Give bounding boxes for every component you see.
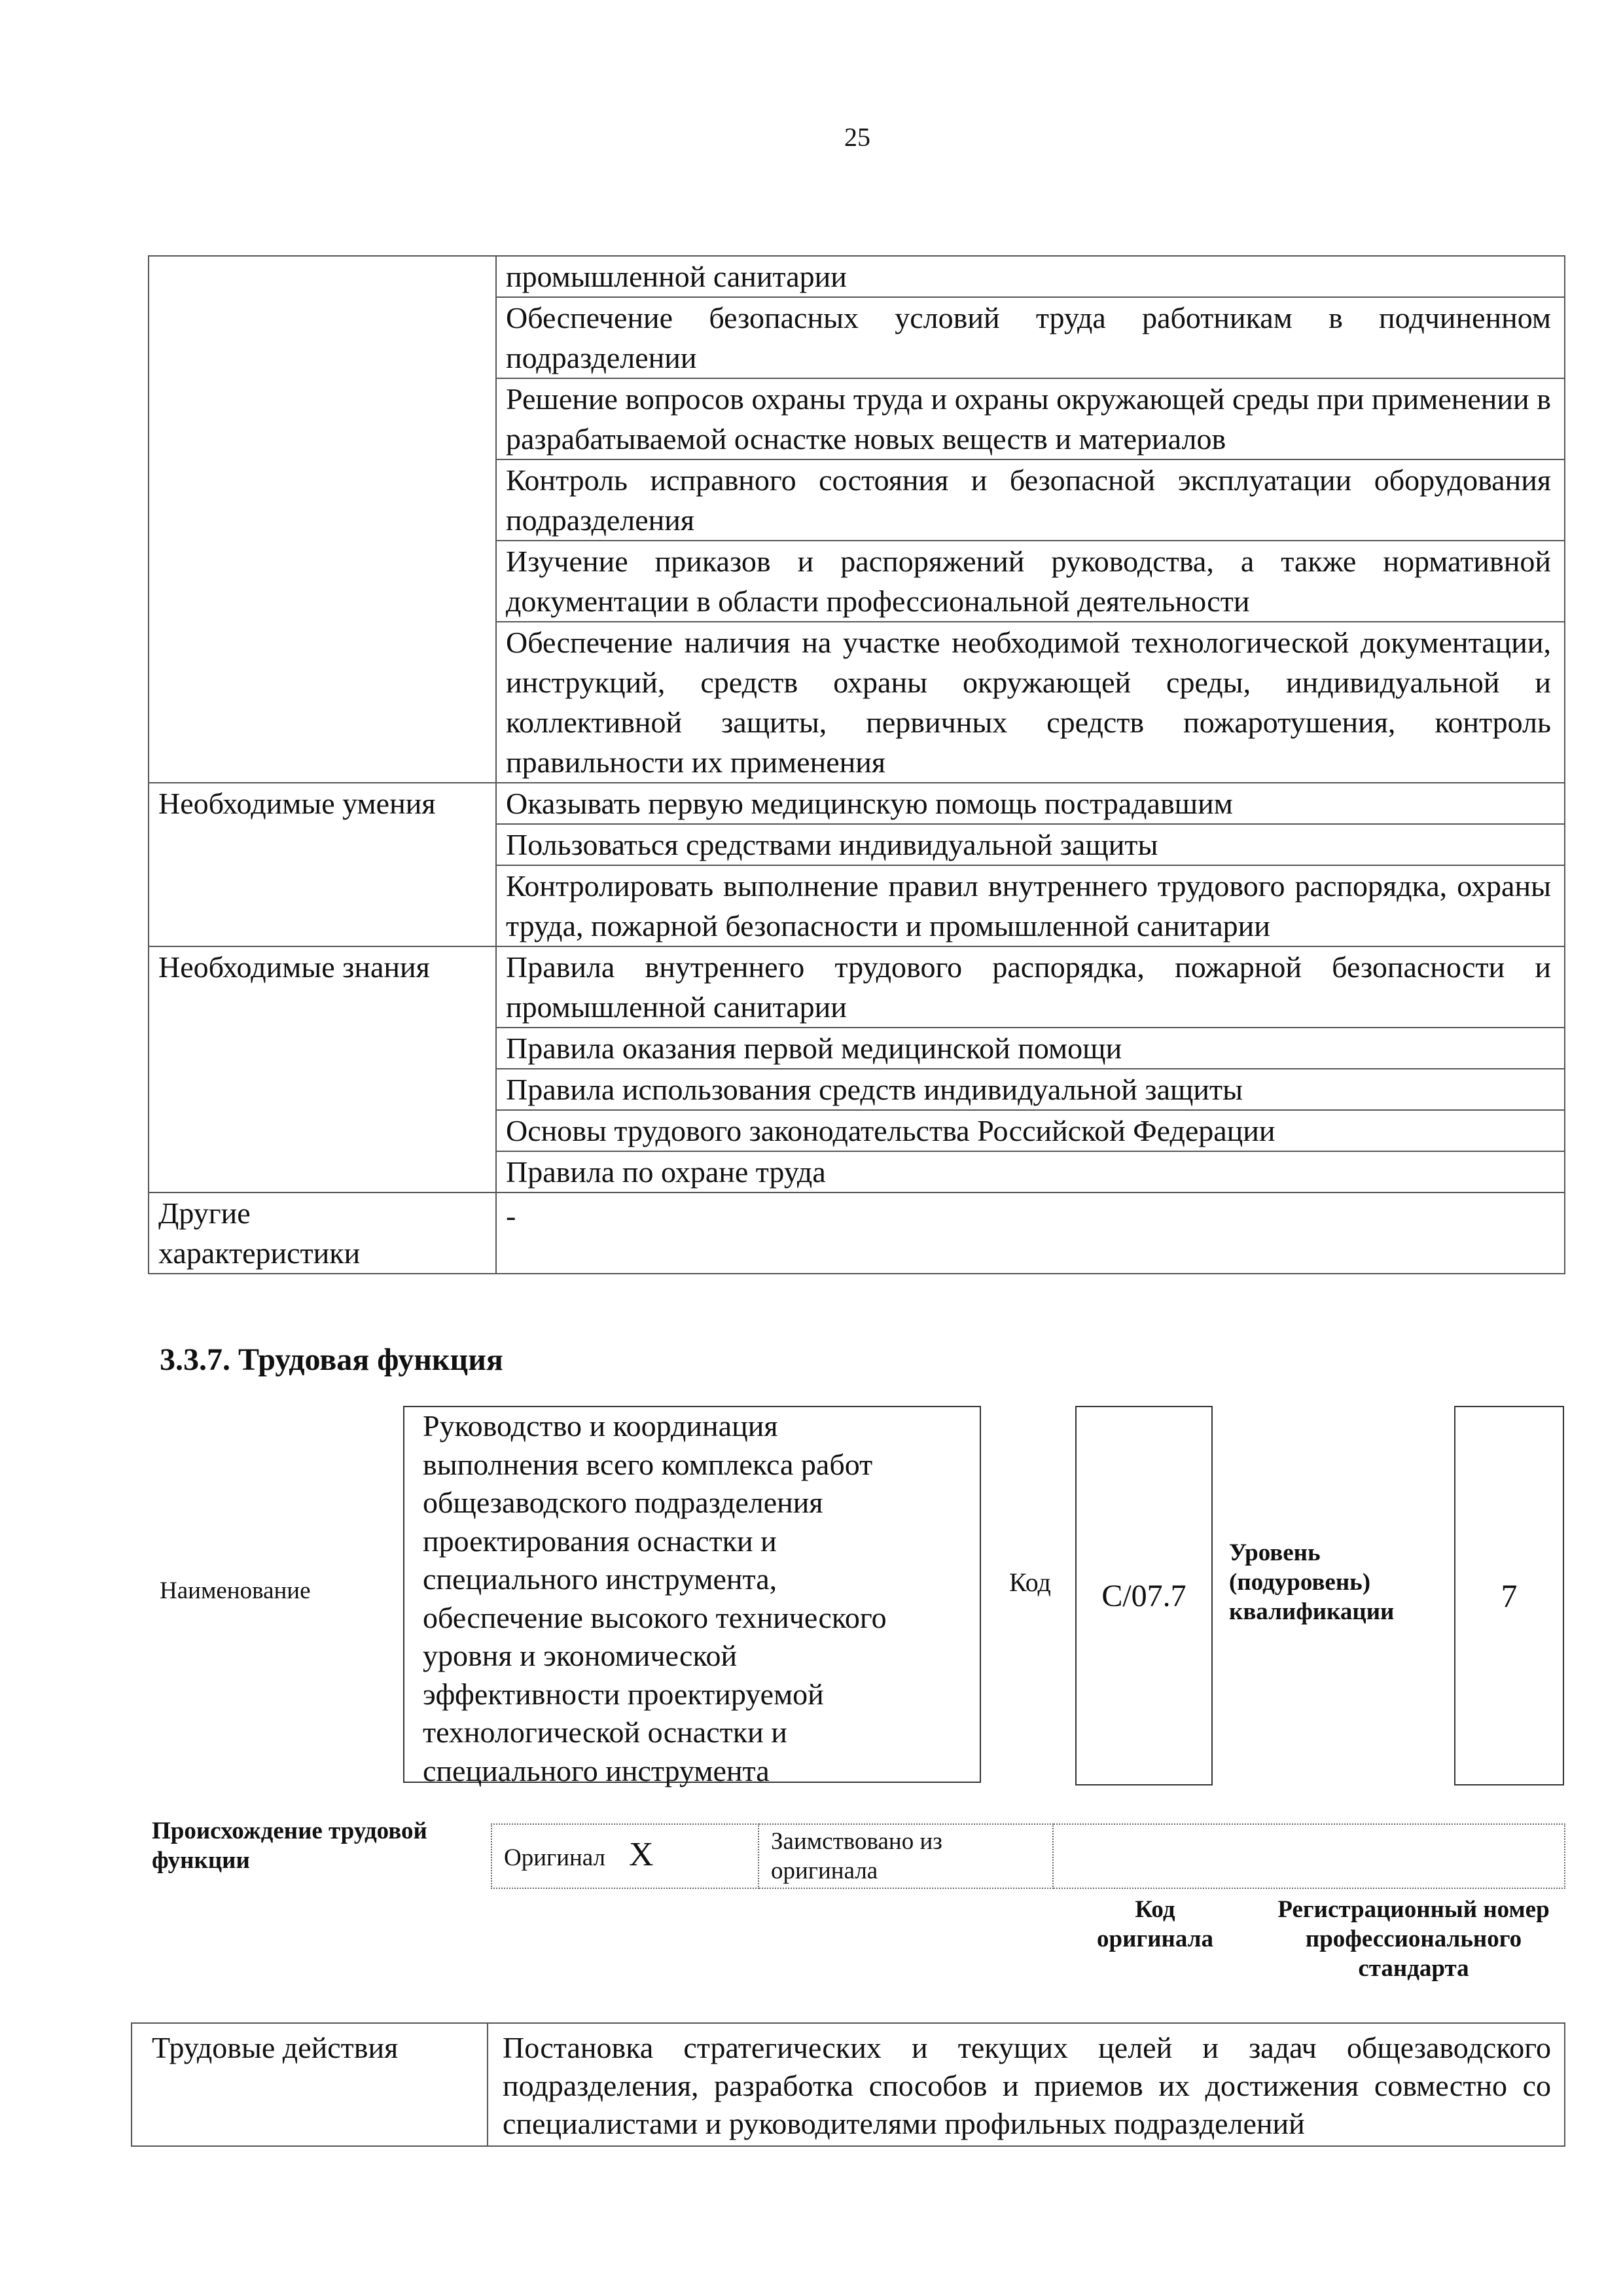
caption-line: оригинала (1097, 1926, 1213, 1952)
labor-actions-label: Трудовые действия (132, 2023, 488, 2146)
level-label-line: (подуровень) (1229, 1569, 1371, 1596)
function-name-line: общезаводского подразделения (423, 1486, 823, 1519)
function-name-line: специального инструмента (423, 1753, 770, 1787)
origin-label-line: Происхождение трудовой (152, 1818, 427, 1844)
continuation-row: промышленной санитарии (496, 256, 1565, 297)
origin-table (491, 1823, 1565, 1889)
code-value: С/07.7 (1101, 1578, 1186, 1613)
labor-actions-value: Постановка стратегических и текущих целей и задач общезаводского подразделения, разработка способов и приемов их достижения совместно со специалистами и руководителями профильных подразделений (488, 2023, 1565, 2146)
skill-item: Пользоваться средствами индивидуальной защиты (496, 824, 1565, 865)
level-label (1229, 1538, 1394, 1626)
continuation-row: Обеспечение наличия на участке необходимой технологической документации, инструкций, средств охраны окружающей среды, индивидуальной и коллективной защиты, первичных средств пожаротушения, контроль правильности их применения (496, 622, 1565, 783)
continuation-row: Решение вопросов охраны труда и охраны окружающей среды при применении в разрабатываемой оснастке новых веществ и материалов (496, 378, 1565, 459)
continuation-row: Изучение приказов и распоряжений руководства, а также нормативной документации в области профессиональной деятельности (496, 541, 1565, 622)
knowledge-item: Основы трудового законодательства Российской Федерации (496, 1110, 1565, 1151)
skills-label: Необходимые умения (149, 783, 496, 946)
skill-item: Оказывать первую медицинскую помощь пострадавшим (496, 783, 1565, 824)
borrowed-cell (758, 1824, 1053, 1888)
caption-line: профессионального (1305, 1926, 1522, 1952)
other-value: - (496, 1193, 1565, 1274)
function-name-line: специального инструмента, (423, 1562, 777, 1596)
caption-line: Регистрационный номер (1277, 1896, 1550, 1923)
function-name-line: технологической оснастки и (423, 1715, 787, 1749)
knowledge-item: Правила по охране труда (496, 1151, 1565, 1193)
skill-item: Контролировать выполнение правил внутреннего трудового распорядка, охраны труда, пожарной безопасности и промышленной санитарии (496, 865, 1565, 946)
borrowed-value-cell (1053, 1824, 1565, 1888)
original-label: Оригинал (504, 1844, 606, 1871)
other-label: Другие характеристики (149, 1193, 496, 1274)
level-label-line: Уровень (1229, 1539, 1321, 1566)
knowledge-item: Правила внутреннего трудового распорядка, пожарной безопасности и промышленной санитарии (496, 946, 1565, 1028)
continuation-row: Обеспечение безопасных условий труда работникам в подчиненном подразделении (496, 297, 1565, 378)
knowledge-label: Необходимые знания (149, 946, 496, 1193)
function-name-line: Руководство и координация (423, 1409, 778, 1443)
reg-number-caption (1263, 1895, 1564, 1983)
function-name-line: проектирования оснастки и (423, 1524, 777, 1558)
original-mark: X (629, 1836, 654, 1873)
caption-line: стандарта (1358, 1955, 1469, 1982)
origin-label (152, 1816, 427, 1875)
function-name-line: уровня и экономической (423, 1639, 738, 1672)
function-name-line: обеспечение высокого технического (423, 1600, 887, 1634)
knowledge-item: Правила использования средств индивидуальной защиты (496, 1069, 1565, 1110)
continuation-row: Контроль исправного состояния и безопасной эксплуатации оборудования подразделения (496, 459, 1565, 541)
borrowed-line: оригинала (771, 1857, 878, 1884)
labor-actions-table (131, 2022, 1565, 2147)
section-title: 3.3.7. Трудовая функция (160, 1342, 503, 1377)
code-label: Код (1009, 1568, 1051, 1597)
name-label: Наименование (160, 1577, 311, 1604)
caption-line: Код (1135, 1896, 1175, 1923)
knowledge-item: Правила оказания первой медицинской помощи (496, 1028, 1565, 1069)
origin-label-line: функции (152, 1847, 250, 1874)
level-value: 7 (1501, 1577, 1518, 1614)
requirements-table (148, 255, 1565, 1274)
level-box (1454, 1406, 1564, 1785)
function-name-line: эффективности проектируемой (423, 1677, 824, 1711)
page-number: 25 (844, 122, 870, 152)
continuation-label-cell (149, 256, 496, 783)
original-cell (491, 1824, 758, 1888)
function-name-box (403, 1406, 981, 1787)
code-box (1075, 1406, 1213, 1785)
borrowed-line: Заимствовано из (771, 1828, 942, 1855)
code-original-caption (1073, 1895, 1237, 1954)
function-name-line: выполнения всего комплекса работ (423, 1447, 873, 1481)
level-label-line: квалификации (1229, 1598, 1395, 1625)
